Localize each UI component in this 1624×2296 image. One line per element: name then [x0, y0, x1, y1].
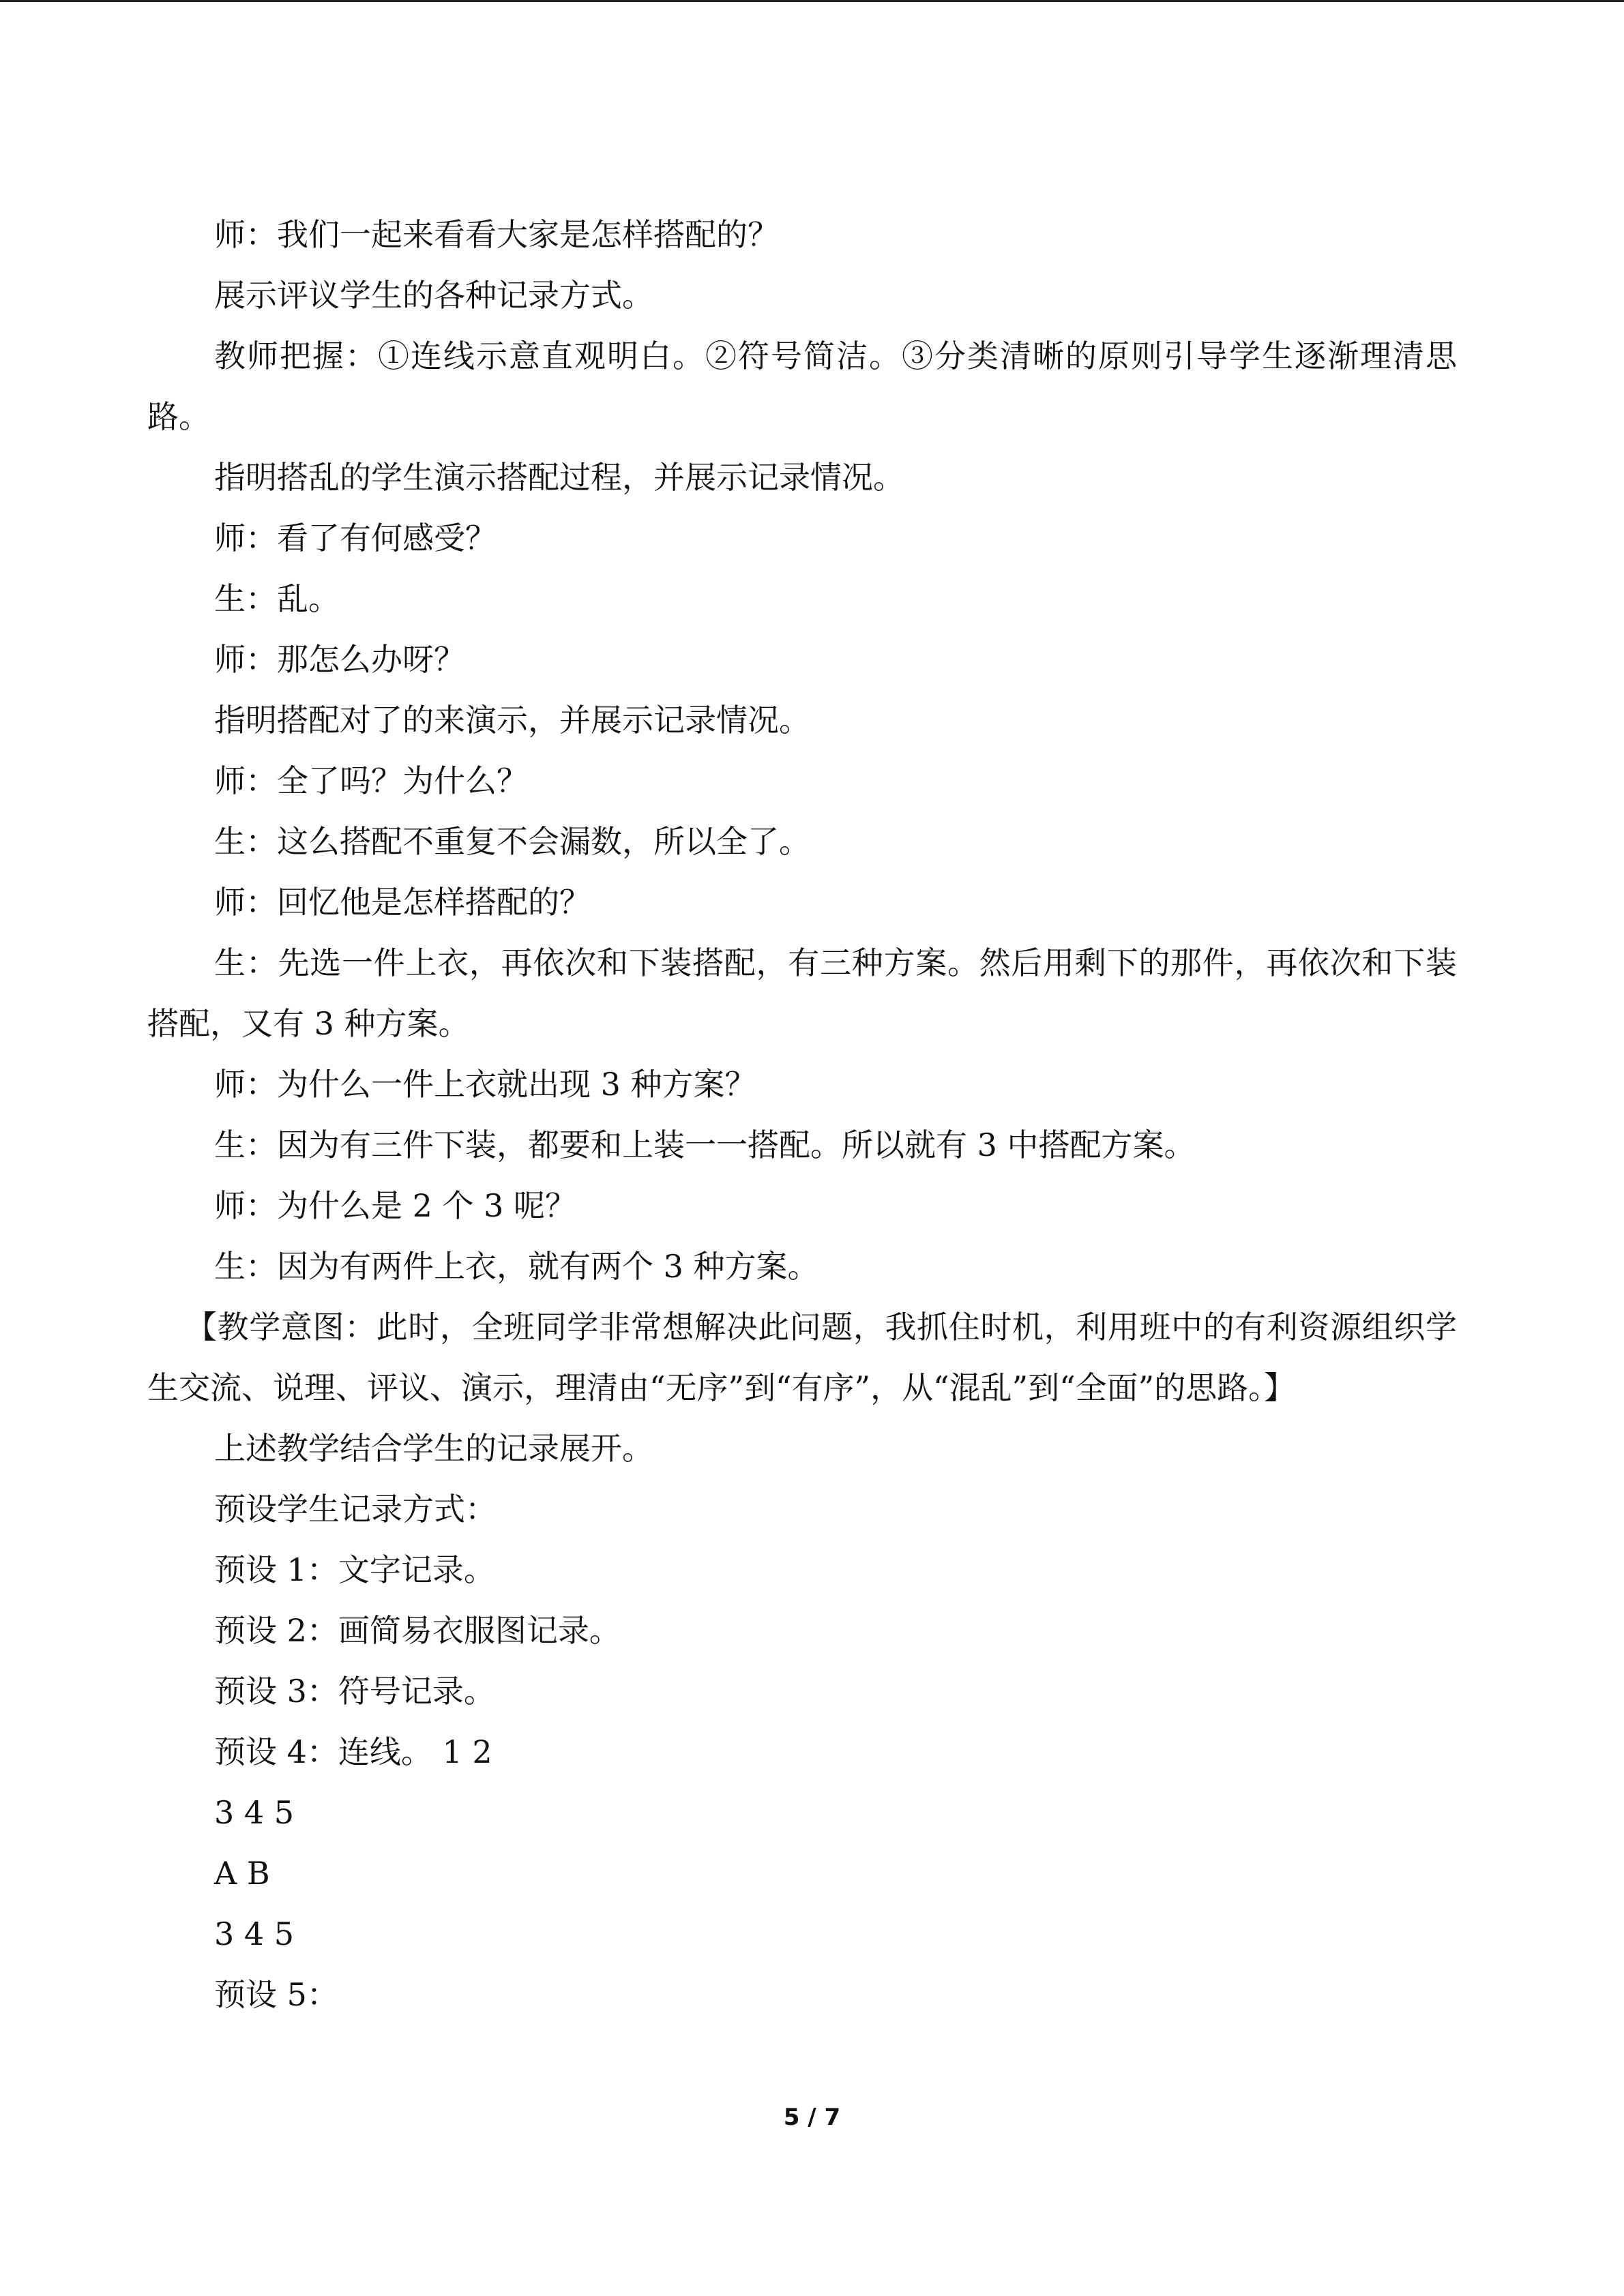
paragraph-teacher-question-1: 师：我们一起来看看大家是怎样搭配的？ [214, 216, 779, 253]
paragraph-teacher-recall: 师：回忆他是怎样搭配的？ [214, 884, 591, 921]
paragraph-messy-demo: 指明搭乱的学生演示搭配过程，并展示记录情况。 [214, 459, 904, 496]
paragraph-row-345-a: 3 4 5 [214, 1794, 295, 1831]
paragraph-preset-1: 预设 1：文字记录。 [214, 1551, 495, 1588]
paragraph-teacher-feeling: 师：看了有何感受？ [214, 520, 497, 556]
paragraph-preset-heading: 预设学生记录方式： [214, 1491, 497, 1527]
paragraph-display-records: 展示评议学生的各种记录方式。 [214, 277, 653, 314]
paragraph-student-no-repeat: 生：这么搭配不重复不会漏数，所以全了。 [214, 823, 810, 860]
paragraph-preset-3: 预设 3：符号记录。 [214, 1673, 495, 1710]
paragraph-student-two-tops: 生：因为有两件上衣，就有两个 3 种方案。 [214, 1248, 819, 1285]
paragraph-student-messy: 生：乱。 [214, 580, 340, 617]
paragraph-teaching-records: 上述教学结合学生的记录展开。 [214, 1430, 653, 1467]
paragraph-row-ab: A B [214, 1855, 270, 1892]
paragraph-teacher-two-threes: 师：为什么是 2 个 3 呢？ [214, 1187, 577, 1224]
paragraph-student-three-bottoms: 生：因为有三件下装，都要和上装一一搭配。所以就有 3 中搭配方案。 [214, 1127, 1196, 1163]
paragraph-preset-2: 预设 2：画简易衣服图记录。 [214, 1612, 621, 1649]
paragraph-preset-4: 预设 4：连线。 1 2 [214, 1733, 492, 1770]
page-number: 5 / 7 [783, 2104, 841, 2131]
paragraph-teaching-intent: 【教学意图：此时，全班同学非常想解决此问题，我抓住时机，利用班中的有利资源组织学生交流、说理、评议、演示，理清由“无序”到“有序”，从“混乱”到“全面”的思路。】 [147, 1309, 1457, 1406]
paragraph-correct-demo: 指明搭配对了的来演示，并展示记录情况。 [214, 702, 810, 739]
paragraph-teacher-what-to-do: 师：那怎么办呀？ [214, 641, 465, 678]
paragraph-teacher-complete: 师：全了吗？为什么？ [214, 762, 528, 799]
paragraph-row-345-b: 3 4 5 [214, 1915, 295, 1952]
document-body [147, 205, 1457, 2025]
paragraph-student-explain: 生：先选一件上衣，再依次和下装搭配，有三种方案。然后用剩下的那件，再依次和下装搭配，又有 3 种方案。 [147, 944, 1457, 1042]
paragraph-preset-5: 预设 5： [214, 1976, 338, 2013]
paragraph-teacher-principles: 教师把握：①连线示意直观明白。②符号简洁。③分类清晰的原则引导学生逐渐理清思路。 [147, 338, 1457, 435]
paragraph-teacher-why-three: 师：为什么一件上衣就出现 3 种方案？ [214, 1066, 756, 1103]
